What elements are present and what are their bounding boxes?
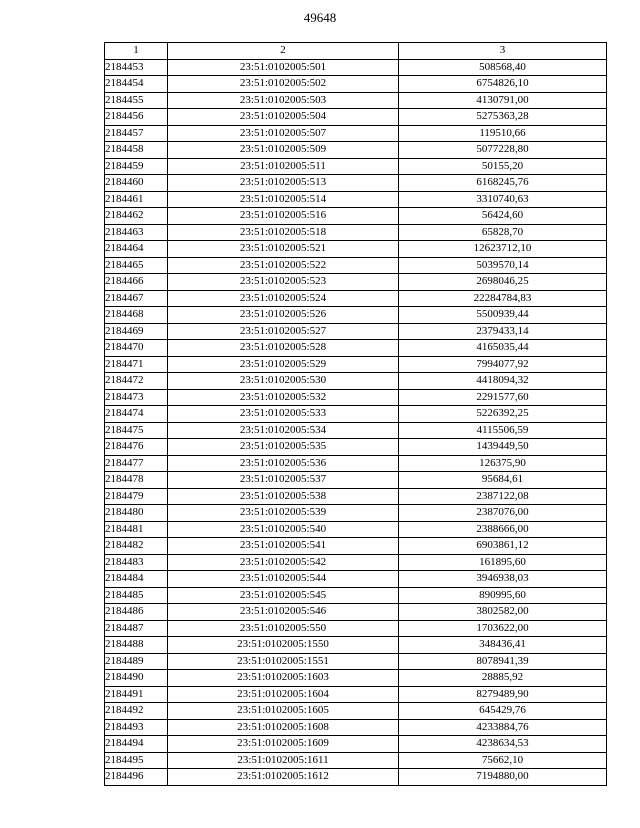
row-number-cell: 2184466 (105, 274, 168, 291)
value-cell: 2291577,60 (399, 389, 607, 406)
value-cell: 7994077,92 (399, 356, 607, 373)
table-row (105, 373, 607, 390)
cadastral-number-cell: 23:51:0102005:521 (168, 241, 399, 258)
table-row (105, 719, 607, 736)
value-cell: 95684,61 (399, 472, 607, 489)
cadastral-number-cell: 23:51:0102005:536 (168, 455, 399, 472)
cadastral-number-cell: 23:51:0102005:509 (168, 142, 399, 159)
cadastral-number-cell: 23:51:0102005:1605 (168, 703, 399, 720)
table-row (105, 406, 607, 423)
cadastral-number-cell: 23:51:0102005:539 (168, 505, 399, 522)
row-number-cell: 2184454 (105, 76, 168, 93)
value-cell: 4165035,44 (399, 340, 607, 357)
value-cell: 645429,76 (399, 703, 607, 720)
row-number-cell: 2184476 (105, 439, 168, 456)
cadastral-number-cell: 23:51:0102005:503 (168, 92, 399, 109)
table-row (105, 191, 607, 208)
value-cell: 5275363,28 (399, 109, 607, 126)
cadastral-number-cell: 23:51:0102005:527 (168, 323, 399, 340)
table-row (105, 340, 607, 357)
value-cell: 5077228,80 (399, 142, 607, 159)
table-row (105, 653, 607, 670)
table-row (105, 208, 607, 225)
value-cell: 8279489,90 (399, 686, 607, 703)
row-number-cell: 2184494 (105, 736, 168, 753)
value-cell: 119510,66 (399, 125, 607, 142)
cadastral-number-cell: 23:51:0102005:542 (168, 554, 399, 571)
row-number-cell: 2184462 (105, 208, 168, 225)
value-cell: 5500939,44 (399, 307, 607, 324)
cadastral-number-cell: 23:51:0102005:514 (168, 191, 399, 208)
value-cell: 6168245,76 (399, 175, 607, 192)
row-number-cell: 2184456 (105, 109, 168, 126)
value-cell: 8078941,39 (399, 653, 607, 670)
row-number-cell: 2184486 (105, 604, 168, 621)
table-row (105, 158, 607, 175)
table-row (105, 323, 607, 340)
cadastral-number-cell: 23:51:0102005:540 (168, 521, 399, 538)
row-number-cell: 2184467 (105, 290, 168, 307)
cadastral-number-cell: 23:51:0102005:523 (168, 274, 399, 291)
table-row (105, 92, 607, 109)
value-cell: 1439449,50 (399, 439, 607, 456)
row-number-cell: 2184495 (105, 752, 168, 769)
cadastral-number-cell: 23:51:0102005:1612 (168, 769, 399, 786)
row-number-cell: 2184475 (105, 422, 168, 439)
cadastral-number-cell: 23:51:0102005:513 (168, 175, 399, 192)
value-cell: 3802582,00 (399, 604, 607, 621)
cadastral-number-cell: 23:51:0102005:516 (168, 208, 399, 225)
table-row (105, 241, 607, 258)
row-number-cell: 2184488 (105, 637, 168, 654)
row-number-cell: 2184457 (105, 125, 168, 142)
value-cell: 4130791,00 (399, 92, 607, 109)
column-header-cadastral-number: 2 (168, 43, 399, 60)
cadastral-number-cell: 23:51:0102005:541 (168, 538, 399, 555)
table-row (105, 109, 607, 126)
cadastral-number-cell: 23:51:0102005:501 (168, 59, 399, 76)
row-number-cell: 2184477 (105, 455, 168, 472)
value-cell: 126375,90 (399, 455, 607, 472)
table-row (105, 505, 607, 522)
row-number-cell: 2184464 (105, 241, 168, 258)
table-row (105, 620, 607, 637)
cadastral-number-cell: 23:51:0102005:524 (168, 290, 399, 307)
table-row (105, 175, 607, 192)
value-cell: 2388666,00 (399, 521, 607, 538)
column-header-value: 3 (399, 43, 607, 60)
cadastral-number-cell: 23:51:0102005:534 (168, 422, 399, 439)
cadastral-number-cell: 23:51:0102005:1551 (168, 653, 399, 670)
table-row (105, 356, 607, 373)
table-row (105, 422, 607, 439)
row-number-cell: 2184493 (105, 719, 168, 736)
value-cell: 508568,40 (399, 59, 607, 76)
value-cell: 2387122,08 (399, 488, 607, 505)
cadastral-number-cell: 23:51:0102005:1611 (168, 752, 399, 769)
table-row (105, 637, 607, 654)
row-number-cell: 2184468 (105, 307, 168, 324)
table-row (105, 604, 607, 621)
value-cell: 4115506,59 (399, 422, 607, 439)
row-number-cell: 2184469 (105, 323, 168, 340)
table-row (105, 521, 607, 538)
cadastral-number-cell: 23:51:0102005:507 (168, 125, 399, 142)
cadastral-number-cell: 23:51:0102005:537 (168, 472, 399, 489)
cadastral-number-cell: 23:51:0102005:533 (168, 406, 399, 423)
cadastral-number-cell: 23:51:0102005:518 (168, 224, 399, 241)
cadastral-number-cell: 23:51:0102005:1609 (168, 736, 399, 753)
cadastral-number-cell: 23:51:0102005:550 (168, 620, 399, 637)
table-row (105, 290, 607, 307)
value-cell: 3946938,03 (399, 571, 607, 588)
value-cell: 50155,20 (399, 158, 607, 175)
row-number-cell: 2184459 (105, 158, 168, 175)
table-row (105, 703, 607, 720)
row-number-cell: 2184491 (105, 686, 168, 703)
table-row (105, 769, 607, 786)
value-cell: 65828,70 (399, 224, 607, 241)
value-cell: 2387076,00 (399, 505, 607, 522)
row-number-cell: 2184473 (105, 389, 168, 406)
cadastral-number-cell: 23:51:0102005:538 (168, 488, 399, 505)
table-row (105, 125, 607, 142)
table-row (105, 455, 607, 472)
value-cell: 6754826,10 (399, 76, 607, 93)
column-header-number: 1 (105, 43, 168, 60)
table-body (105, 59, 607, 785)
row-number-cell: 2184453 (105, 59, 168, 76)
value-cell: 75662,10 (399, 752, 607, 769)
cadastral-number-cell: 23:51:0102005:530 (168, 373, 399, 390)
value-cell: 56424,60 (399, 208, 607, 225)
cadastral-number-cell: 23:51:0102005:535 (168, 439, 399, 456)
row-number-cell: 2184478 (105, 472, 168, 489)
cadastral-number-cell: 23:51:0102005:526 (168, 307, 399, 324)
table-row (105, 274, 607, 291)
value-cell: 890995,60 (399, 587, 607, 604)
value-cell: 4418094,32 (399, 373, 607, 390)
row-number-cell: 2184483 (105, 554, 168, 571)
value-cell: 5226392,25 (399, 406, 607, 423)
cadastral-number-cell: 23:51:0102005:529 (168, 356, 399, 373)
cadastral-number-cell: 23:51:0102005:546 (168, 604, 399, 621)
table-row (105, 389, 607, 406)
value-cell: 4233884,76 (399, 719, 607, 736)
value-cell: 348436,41 (399, 637, 607, 654)
row-number-cell: 2184482 (105, 538, 168, 555)
row-number-cell: 2184460 (105, 175, 168, 192)
row-number-cell: 2184455 (105, 92, 168, 109)
cadastral-number-cell: 23:51:0102005:1550 (168, 637, 399, 654)
value-cell: 28885,92 (399, 670, 607, 687)
row-number-cell: 2184458 (105, 142, 168, 159)
value-cell: 2698046,25 (399, 274, 607, 291)
cadastral-number-cell: 23:51:0102005:528 (168, 340, 399, 357)
row-number-cell: 2184496 (105, 769, 168, 786)
value-cell: 5039570,14 (399, 257, 607, 274)
row-number-cell: 2184481 (105, 521, 168, 538)
value-cell: 22284784,83 (399, 290, 607, 307)
table-row (105, 587, 607, 604)
cadastral-number-cell: 23:51:0102005:502 (168, 76, 399, 93)
table-row (105, 59, 607, 76)
row-number-cell: 2184490 (105, 670, 168, 687)
cadastral-value-table (104, 42, 607, 786)
page-number: 49648 (303, 10, 337, 25)
table-row (105, 307, 607, 324)
value-cell: 161895,60 (399, 554, 607, 571)
row-number-cell: 2184465 (105, 257, 168, 274)
value-cell: 1703622,00 (399, 620, 607, 637)
table-row (105, 76, 607, 93)
value-cell: 12623712,10 (399, 241, 607, 258)
value-cell: 6903861,12 (399, 538, 607, 555)
table-row (105, 142, 607, 159)
cadastral-number-cell: 23:51:0102005:1608 (168, 719, 399, 736)
table-row (105, 488, 607, 505)
row-number-cell: 2184480 (105, 505, 168, 522)
table-row (105, 752, 607, 769)
value-cell: 3310740,63 (399, 191, 607, 208)
cadastral-number-cell: 23:51:0102005:1603 (168, 670, 399, 687)
row-number-cell: 2184484 (105, 571, 168, 588)
row-number-cell: 2184470 (105, 340, 168, 357)
cadastral-number-cell: 23:51:0102005:1604 (168, 686, 399, 703)
row-number-cell: 2184479 (105, 488, 168, 505)
table-row (105, 554, 607, 571)
table-row (105, 538, 607, 555)
row-number-cell: 2184492 (105, 703, 168, 720)
table-row (105, 257, 607, 274)
table-row (105, 736, 607, 753)
row-number-cell: 2184472 (105, 373, 168, 390)
table-row (105, 224, 607, 241)
cadastral-number-cell: 23:51:0102005:544 (168, 571, 399, 588)
cadastral-number-cell: 23:51:0102005:532 (168, 389, 399, 406)
table-row (105, 571, 607, 588)
cadastral-number-cell: 23:51:0102005:504 (168, 109, 399, 126)
table-header-row (105, 43, 607, 60)
row-number-cell: 2184485 (105, 587, 168, 604)
value-cell: 7194880,00 (399, 769, 607, 786)
table-row (105, 439, 607, 456)
cadastral-number-cell: 23:51:0102005:522 (168, 257, 399, 274)
cadastral-number-cell: 23:51:0102005:545 (168, 587, 399, 604)
value-cell: 4238634,53 (399, 736, 607, 753)
row-number-cell: 2184471 (105, 356, 168, 373)
row-number-cell: 2184474 (105, 406, 168, 423)
table-row (105, 686, 607, 703)
row-number-cell: 2184463 (105, 224, 168, 241)
row-number-cell: 2184487 (105, 620, 168, 637)
row-number-cell: 2184489 (105, 653, 168, 670)
table-row (105, 472, 607, 489)
value-cell: 2379433,14 (399, 323, 607, 340)
table-row (105, 670, 607, 687)
cadastral-number-cell: 23:51:0102005:511 (168, 158, 399, 175)
row-number-cell: 2184461 (105, 191, 168, 208)
